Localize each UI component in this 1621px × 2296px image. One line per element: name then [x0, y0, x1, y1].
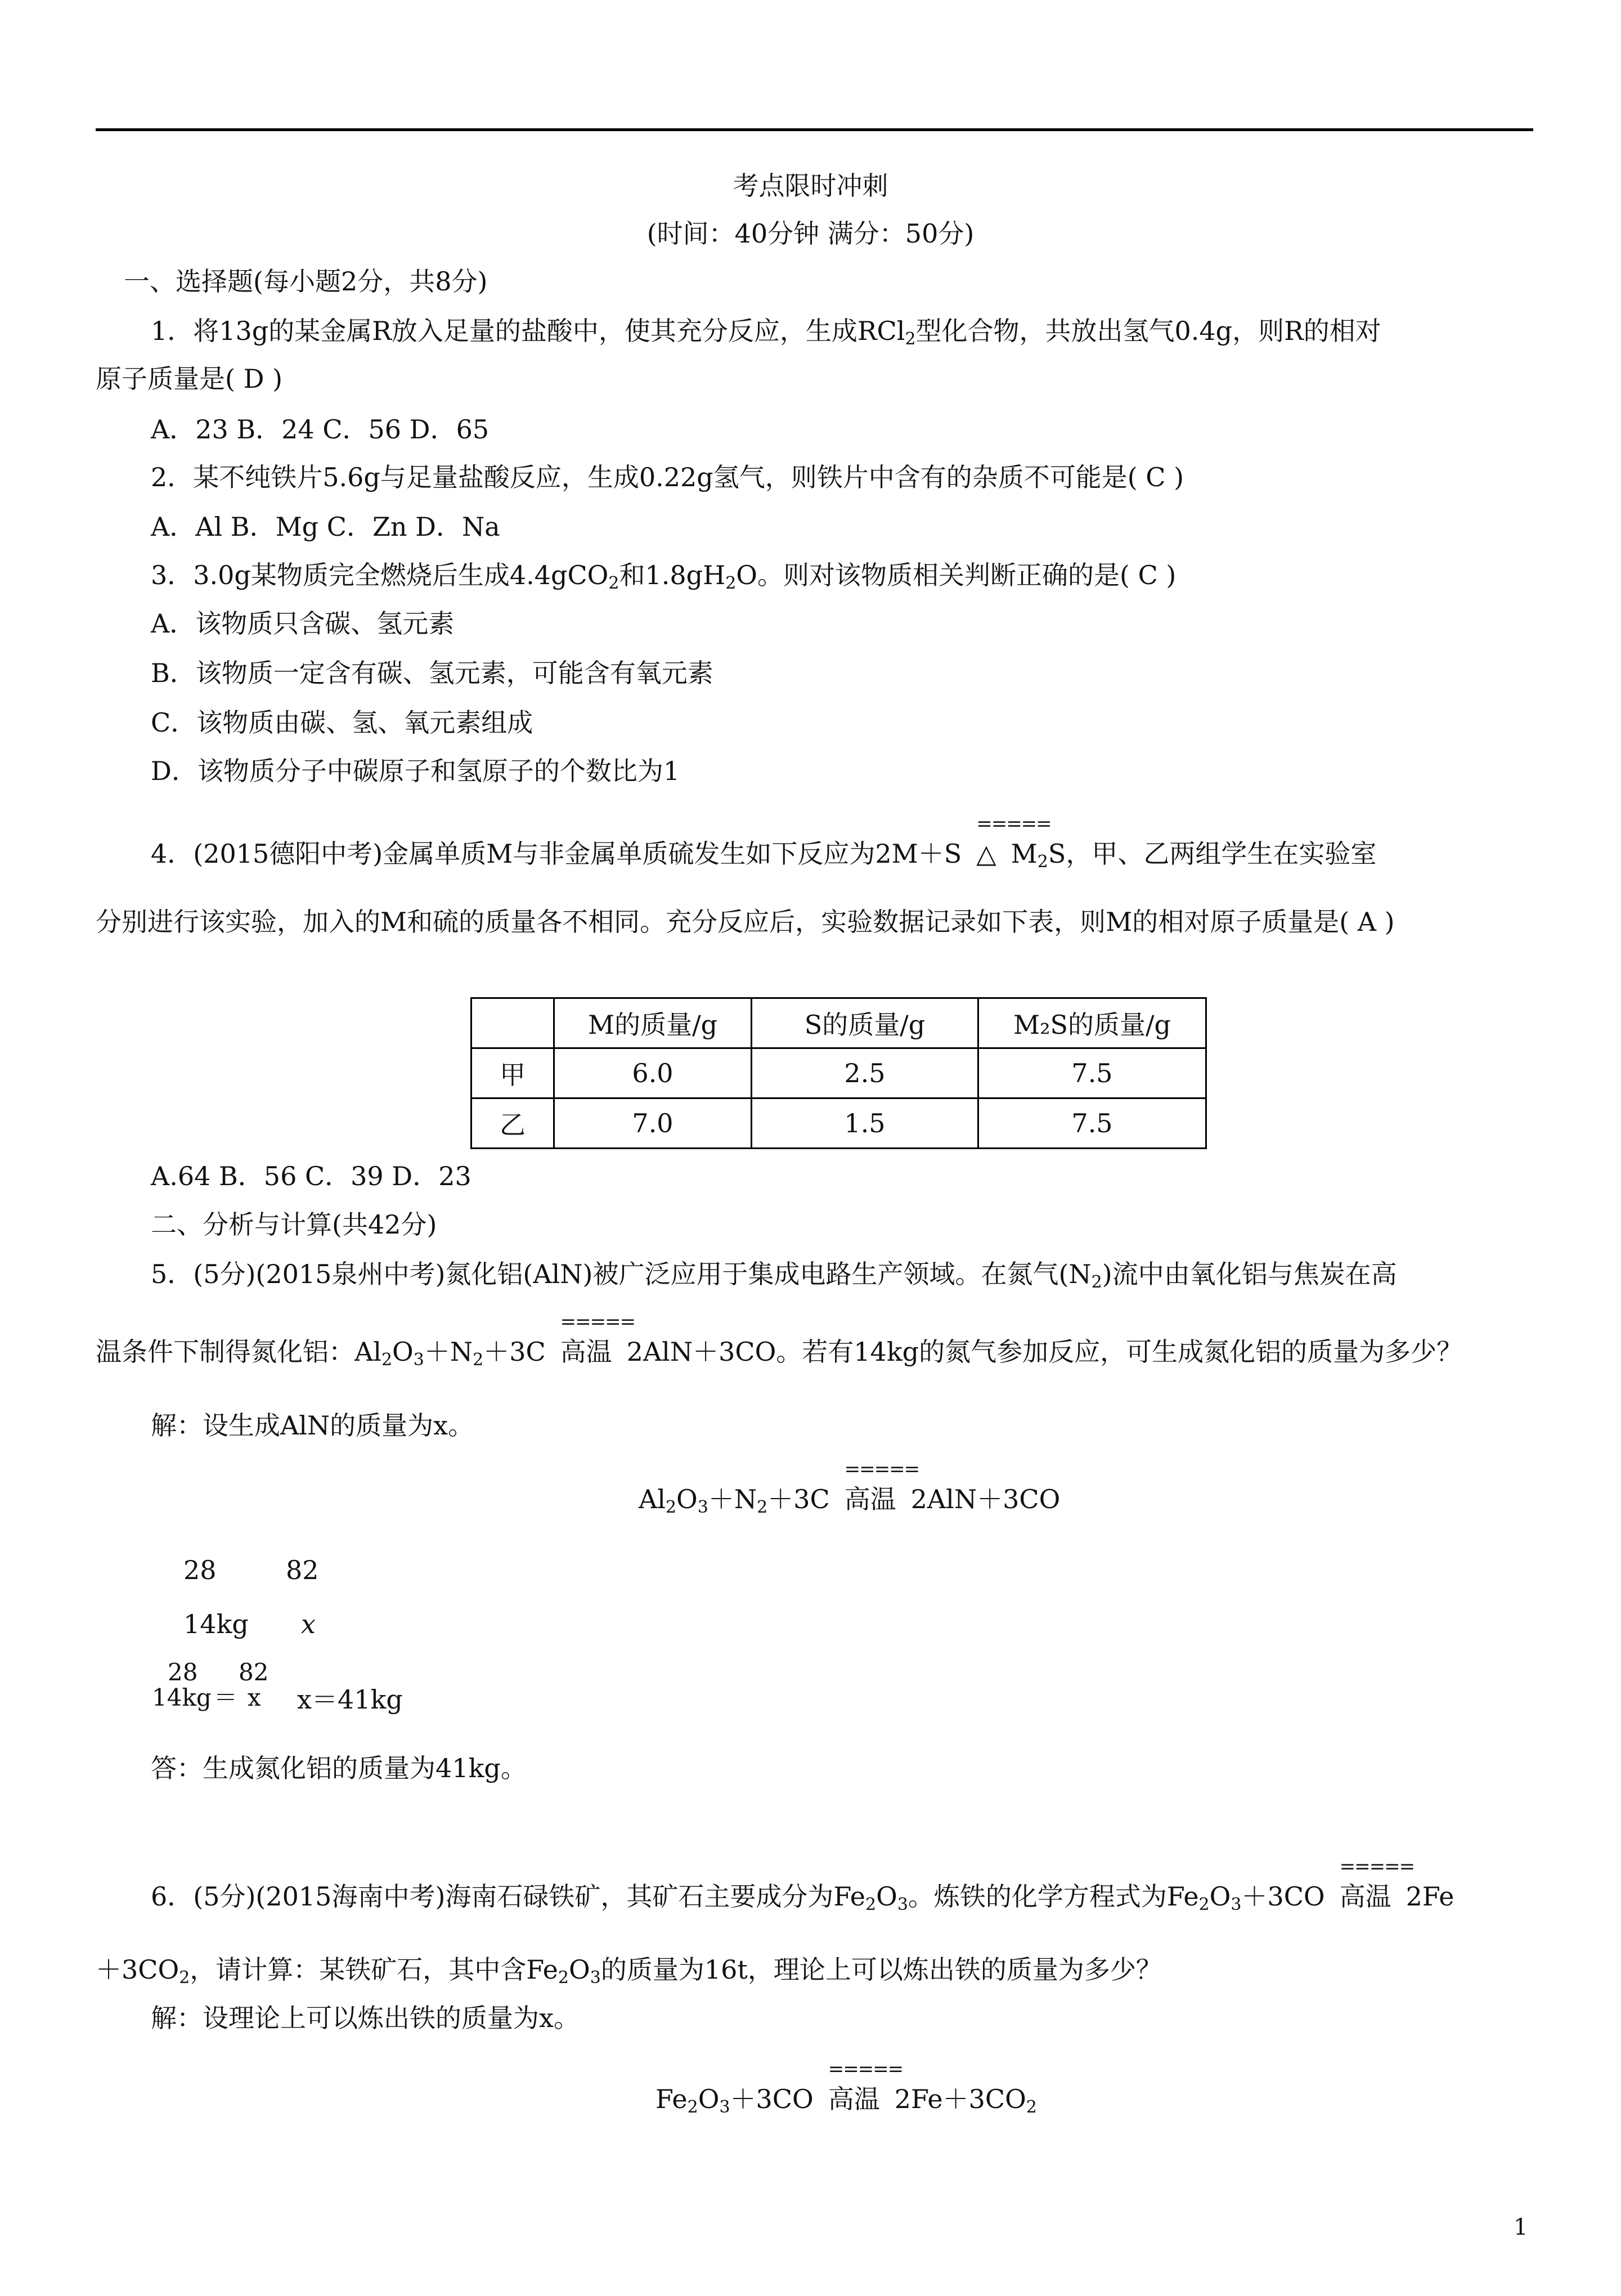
- question-5-answer: 答：生成氮化铝的质量为41kg。: [151, 1753, 527, 1783]
- table-cell: 2.5: [752, 1048, 978, 1098]
- question-1-line-2: 原子质量是( D ): [96, 364, 283, 394]
- question-1-line-1: 1．将13g的某金属R放入足量的盐酸中，使其充分反应，生成RCl$_2$型化合物，共放出氢气0.4g，则R的相对: [151, 316, 1381, 349]
- table-row: [472, 1048, 1206, 1098]
- question-5-equation: $Al_2O_3+N_2+3C$ ===== 高温 2AlN＋3CO: [639, 1458, 1061, 1517]
- header-rule: [96, 128, 1533, 131]
- mass-aln-unknown: x: [301, 1609, 316, 1639]
- table-cell: 1.5: [752, 1098, 978, 1149]
- question-5-line-1: 5．(5分)(2015泉州中考)氮化铝(AlN)被广泛应用于集成电路生产领域。在氮气$(N_2)$流中由氧化铝与焦炭在高: [151, 1259, 1397, 1292]
- question-4-line-1: 4．(2015德阳中考)金属单质M与非金属单质硫发生如下反应为2M＋S ===== △ $M_2S$，甲、乙两组学生在实验室: [151, 813, 1377, 872]
- question-3-option-d: D．该物质分子中碳原子和氢原子的个数比为1: [151, 756, 680, 786]
- table-cell: M的质量/g: [554, 998, 752, 1048]
- question-5-solution-intro: 解：设生成AlN的质量为x。: [151, 1410, 474, 1441]
- question-5-result: x＝41kg: [297, 1684, 403, 1715]
- question-3-option-c: C．该物质由碳、氢、氧元素组成: [151, 707, 533, 738]
- table-cell: 乙: [472, 1098, 554, 1149]
- table-cell: 7.5: [978, 1098, 1206, 1149]
- question-6-equation: $Fe_2O_3+3CO$ ===== 高温 $2Fe+3CO_2$: [655, 2058, 1037, 2117]
- molar-mass-aln: 82: [286, 1555, 319, 1585]
- page-subtitle: (时间：40分钟 满分：50分): [646, 218, 975, 249]
- table-cell: S的质量/g: [752, 998, 978, 1048]
- section-heading-1: 一、选择题(每小题2分，共8分): [124, 266, 488, 297]
- molar-mass-n2: 28: [183, 1555, 217, 1585]
- mass-n2: 14kg: [183, 1609, 249, 1639]
- reaction-condition: ===== 高温: [560, 1311, 635, 1367]
- question-4-options: A.64 B．56 C．39 D．23: [151, 1161, 472, 1191]
- table-cell: 7.5: [978, 1048, 1206, 1098]
- reaction-condition: ===== 高温: [1339, 1855, 1415, 1912]
- question-5-line-2: 温条件下制得氮化铝：$Al_2O_3+N_2+3C$ ===== 高温 2AlN＋3CO。若有14kg的氮气参加反应，可生成氮化铝的质量为多少？: [96, 1311, 1463, 1370]
- table-cell: 甲: [472, 1048, 554, 1098]
- experiment-data-table: [470, 997, 1207, 1149]
- question-4-line-2: 分别进行该实验，加入的M和硫的质量各不相同。充分反应后，实验数据记录如下表，则M的相对原子质量是( A ): [96, 907, 1395, 937]
- question-3-line-1: 3．3.0g某物质完全燃烧后生成4.4gCO$_2$和$1.8gH_2O$。则对该物质相关判断正确的是( C ): [151, 560, 1177, 593]
- proportion-denominator-1: 14kg: [152, 1684, 212, 1711]
- question-6-line-2: $+3CO_2$，请计算：某铁矿石，其中含$Fe_2O_3$的质量为16t，理论上可以炼出铁的质量为多少？: [96, 1954, 1162, 1988]
- page-title: 考点限时冲刺: [733, 171, 888, 201]
- table-cell: [472, 998, 554, 1048]
- proportion-numerator-2: 82: [239, 1658, 269, 1686]
- table-row: [472, 1098, 1206, 1149]
- reaction-condition: ===== △: [976, 813, 1051, 869]
- table-cell: 7.0: [554, 1098, 752, 1149]
- reaction-condition: ===== 高温: [828, 2058, 903, 2114]
- table-cell: M₂S的质量/g: [978, 998, 1206, 1048]
- question-1-options: A．23 B．24 C．56 D．65: [151, 414, 490, 445]
- reaction-condition: ===== 高温: [844, 1458, 919, 1514]
- question-2-line-1: 2．某不纯铁片5.6g与足量盐酸反应，生成0.22g氢气，则铁片中含有的杂质不可能是( C ): [151, 462, 1184, 492]
- question-3-option-a: A．该物质只含碳、氢元素: [151, 608, 455, 639]
- table-cell: 6.0: [554, 1048, 752, 1098]
- table-header-row: [472, 998, 1206, 1048]
- page-number: 1: [1514, 2214, 1528, 2240]
- proportion-equals: ＝: [214, 1684, 238, 1711]
- question-2-options: A．Al B．Mg C．Zn D．Na: [151, 512, 500, 542]
- question-6-line-1: 6．(5分)(2015海南中考)海南石碌铁矿，其矿石主要成分为$Fe_2O_3$。炼铁的化学方程式为$Fe_2O_3+3CO$ ===== 高温 2Fe: [151, 1855, 1454, 1914]
- question-6-solution-intro: 解：设理论上可以炼出铁的质量为x。: [151, 2003, 580, 2033]
- section-heading-2: 二、分析与计算(共42分): [151, 1209, 437, 1240]
- proportion-denominator-2: x: [248, 1684, 261, 1711]
- question-3-option-b: B．该物质一定含有碳、氢元素，可能含有氧元素: [151, 658, 713, 688]
- proportion-numerator-1: 28: [168, 1658, 198, 1686]
